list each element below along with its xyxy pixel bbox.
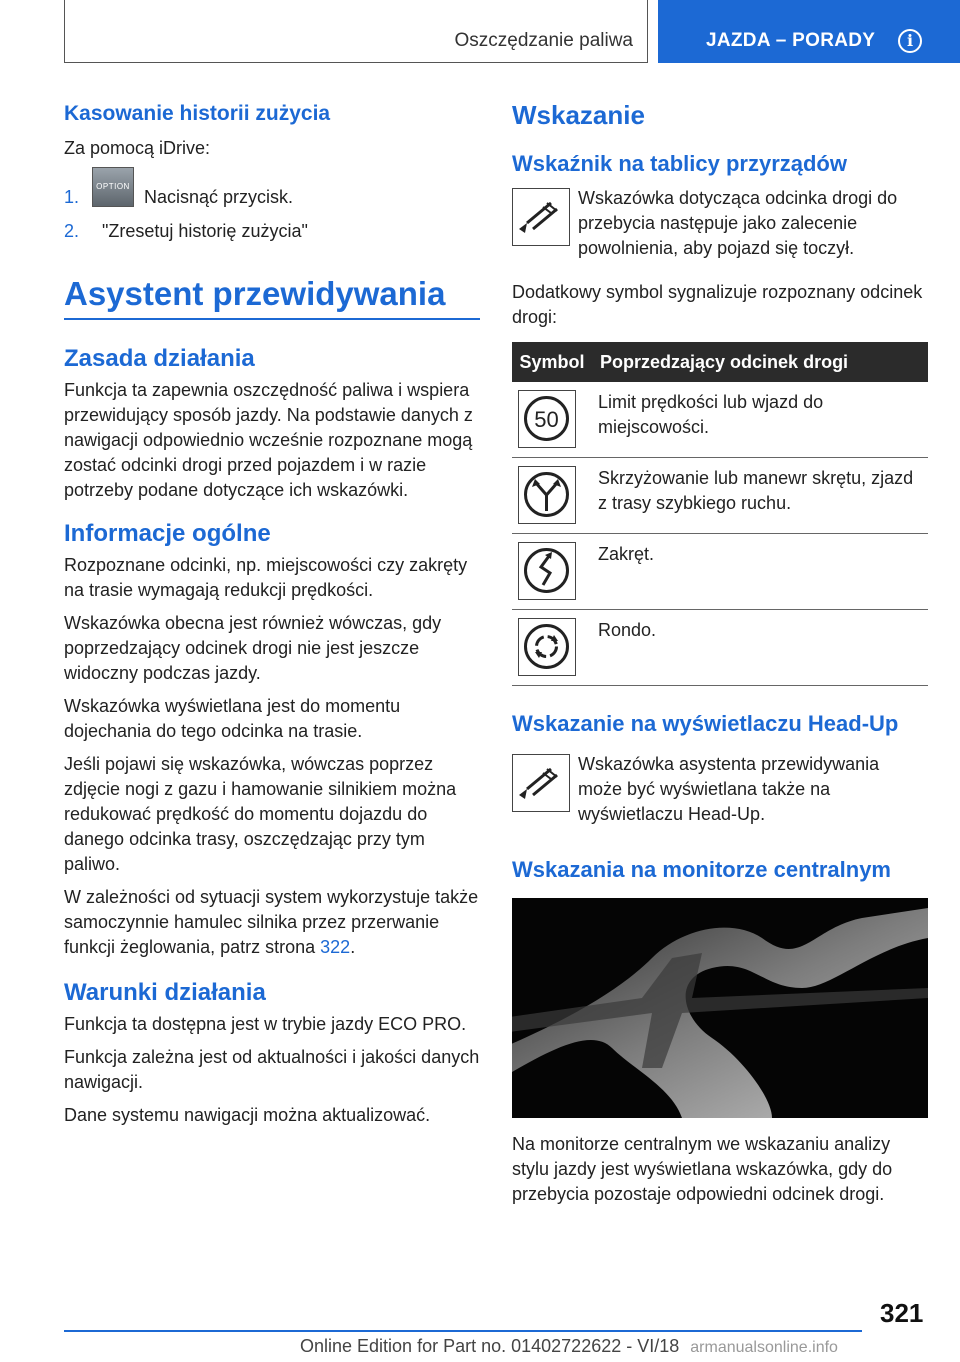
conditions-paragraph: Dane systemu nawigacji można aktualizować.	[64, 1105, 431, 1125]
general-paragraph: Rozpoznane odcinki, np. miejscowości czy zakręty na trasie wymagają redukcji prędkości.	[64, 555, 468, 600]
main-heading: Asystent przewidywania	[64, 275, 446, 312]
chapter-tab[interactable]	[658, 0, 960, 63]
hud-heading: Wskazanie na wyświetlaczu Head-Up	[512, 711, 899, 736]
step-text: "Zresetuj historię zużycia"	[102, 221, 308, 241]
general-heading: Informacje ogólne	[64, 520, 271, 547]
roundabout-icon	[518, 618, 576, 676]
cluster-text: Wskazówka dotycząca odcinka drogi do przebycia następuje jako zalecenie powolnienia, aby pojazd się toczył.	[578, 188, 898, 258]
option-button-icon: OPTION	[92, 167, 134, 207]
display-heading: Wskazanie	[512, 100, 645, 130]
footer-rule	[64, 1330, 862, 1332]
hud-text: Wskazówka asystenta przewidywania może być wyświetlana także na wyświetlaczu Head-Up.	[578, 754, 880, 824]
symbol-cell	[512, 382, 592, 458]
road-visualization-image	[512, 898, 928, 1118]
table-row	[512, 610, 928, 686]
monitor-heading: Wskazania na monitorze centralnym	[512, 857, 891, 882]
table-header-row	[512, 342, 928, 382]
page-number: 321	[880, 1298, 924, 1328]
reset-heading: Kasowanie historii zużycia	[64, 102, 331, 125]
symbol-cell	[512, 534, 592, 610]
ref-text: W zależności od sytuacji system wykorzystuje także samoczynnie hamulec silnika przez przerwanie funkcji żeglowania, patrz strona	[64, 887, 479, 957]
table-row	[512, 382, 928, 458]
footer-edition	[300, 1336, 838, 1357]
col-symbol-header: Symbol	[512, 342, 592, 382]
chapter-tab-label: JAZDA – PORADY	[706, 30, 876, 51]
section-description: Zakręt.	[592, 534, 928, 610]
foot-off-pedal-icon	[512, 188, 570, 246]
symbol-table	[512, 342, 928, 686]
general-paragraph: Wskazówka obecna jest również wówczas, gdy poprzedzający odcinek drogi nie jest jeszcze widoczny podczas jazdy.	[64, 613, 442, 683]
principle-text: Funkcja ta zapewnia oszczędność paliwa i wspiera przewidujący sposób jazdy. Na podstawie danych z nawigacji odpowiednio wcześnie rozpoznane mogą zostać odcinki drogi przed pojazdem i w razie potrzeby podane dotyczące ich wskazówki.	[64, 380, 473, 500]
section-description: Rondo.	[592, 610, 928, 686]
hud-note	[512, 754, 928, 834]
monitor-text: Na monitorze centralnym we wskazaniu analizy stylu jazdy jest wyświetlana wskazówka, gdy do przebycia pozostaje odpowiedni odcinek drogi.	[512, 1134, 893, 1204]
site-watermark: armanualsonline.info	[690, 1339, 838, 1356]
cluster-note	[512, 188, 928, 268]
step-number: 2.	[64, 221, 80, 241]
symbol-cell	[512, 610, 592, 686]
general-paragraph: Wskazówka wyświetlana jest do momentu dojechania do tego odcinka na trasie.	[64, 696, 401, 741]
general-paragraph-ref	[64, 885, 480, 960]
foot-off-pedal-icon	[512, 754, 570, 812]
page-link[interactable]: 322	[320, 937, 351, 957]
reset-intro: Za pomocą iDrive:	[64, 138, 211, 158]
section-description: Limit prędkości lub wjazd do miejscowości.	[592, 382, 928, 458]
edition-text: Online Edition for Part no. 01402722622 - VI/18	[300, 1336, 680, 1356]
col-section-header: Poprzedzający odcinek drogi	[592, 342, 928, 382]
general-paragraph: Jeśli pojawi się wskazówka, wówczas poprzez zdjęcie nogi z gazu i hamowanie silnikiem można redukować prędkość do momentu dojazdu do danego odcinka trasy, oszczędzając przy tym paliwo.	[64, 754, 457, 874]
step-2	[64, 219, 480, 244]
conditions-heading: Warunki działania	[64, 979, 266, 1006]
left-column	[64, 100, 480, 1128]
step-text: Nacisnąć przycisk.	[144, 187, 294, 207]
symbol-cell	[512, 458, 592, 534]
table-row	[512, 458, 928, 534]
table-row	[512, 534, 928, 610]
step-number: 1.	[64, 187, 80, 207]
step-1	[64, 175, 480, 219]
cluster-heading: Wskaźnik na tablicy przyrządów	[512, 151, 847, 176]
extra-symbol-text: Dodatkowy symbol sygnalizuje rozpoznany odcinek drogi:	[512, 282, 923, 327]
conditions-paragraph: Funkcja zależna jest od aktualności i jakości danych nawigacji.	[64, 1047, 480, 1092]
curve-icon	[518, 542, 576, 600]
heading-rule	[64, 318, 480, 320]
junction-icon	[518, 466, 576, 524]
section-title: Oszczędzanie paliwa	[454, 30, 633, 51]
info-icon[interactable]: i	[898, 29, 922, 53]
header-section-box	[64, 0, 648, 63]
reset-steps	[64, 175, 480, 244]
principle-heading: Zasada działania	[64, 345, 255, 372]
ref-end: .	[350, 937, 356, 957]
speed-limit-label: 50	[534, 407, 559, 432]
right-column	[512, 100, 928, 1207]
section-description: Skrzyżowanie lub manewr skrętu, zjazd z trasy szybkiego ruchu.	[592, 458, 928, 534]
conditions-paragraph: Funkcja ta dostępna jest w trybie jazdy ECO PRO.	[64, 1014, 467, 1034]
speed-limit-50-icon	[518, 390, 576, 448]
